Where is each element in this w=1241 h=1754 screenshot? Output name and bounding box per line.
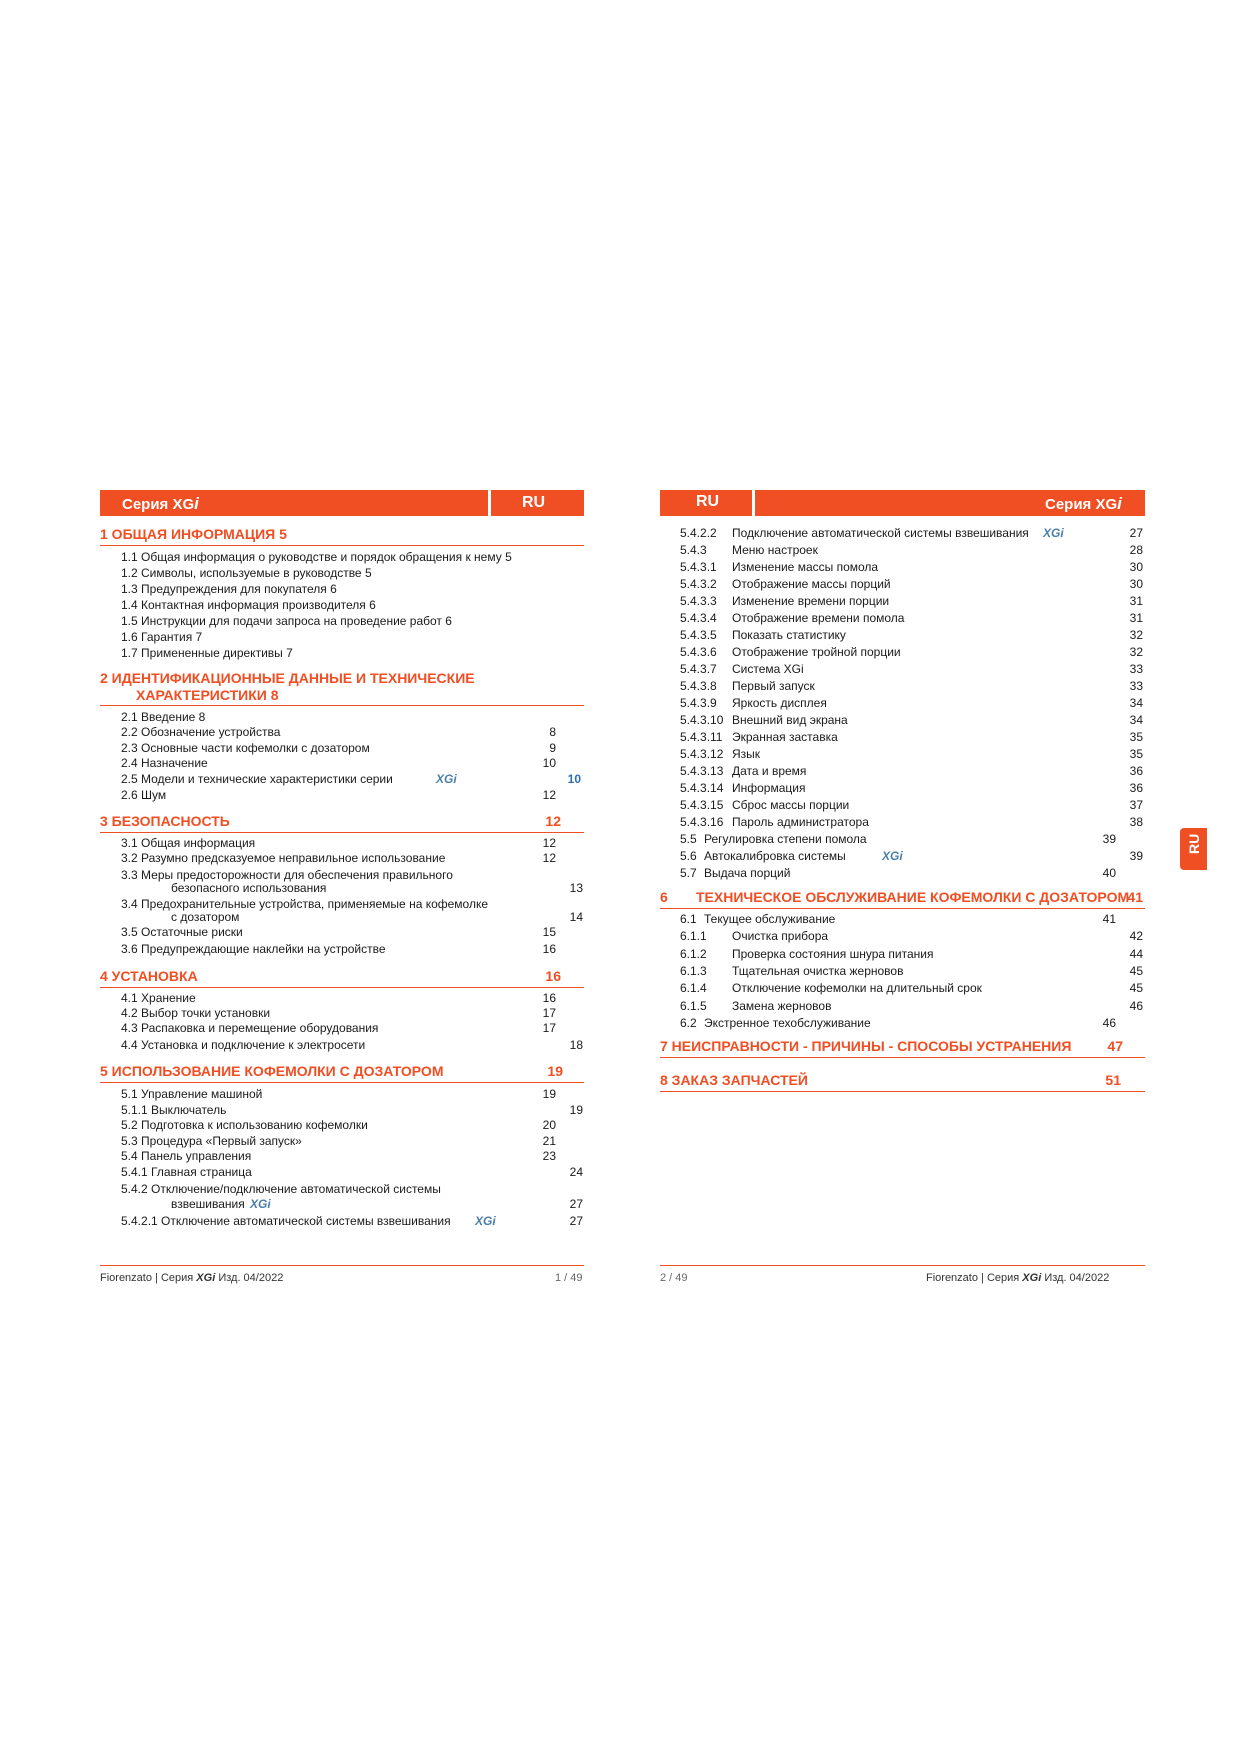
toc-page: 38 (1129, 815, 1143, 829)
toc-page: 34 (1129, 696, 1143, 710)
toc-entry[interactable]: 1.3 Предупреждения для покупателя 6 (121, 582, 337, 596)
toc-entry[interactable]: Информация (732, 781, 806, 795)
toc-entry[interactable]: 5.3 Процедура «Первый запуск» (121, 1134, 302, 1148)
section-7-page: 47 (1107, 1038, 1123, 1054)
right-header-lang: RU (696, 493, 720, 510)
toc-page: 39 (1102, 832, 1116, 846)
toc-page: 34 (1129, 713, 1143, 727)
toc-page: 23 (542, 1149, 556, 1163)
section-2-title-line1[interactable]: 2 ИДЕНТИФИКАЦИОННЫЕ ДАННЫЕ И ТЕХНИЧЕСКИЕ (100, 670, 475, 686)
section-4-rule (100, 987, 584, 988)
toc-entry[interactable]: Экранная заставка (732, 730, 838, 744)
toc-entry[interactable]: Замена жерновов (732, 998, 832, 1013)
toc-entry[interactable]: 2.6 Шум (121, 788, 167, 802)
section-5-rule (100, 1082, 584, 1083)
toc-page: 30 (1129, 560, 1143, 574)
language-side-tab[interactable] (1180, 828, 1207, 870)
toc-entry-number: 5.4.3.4 (680, 611, 717, 625)
toc-page: 37 (1129, 798, 1143, 812)
toc-entry-number: 5.4.3.2 (680, 577, 717, 591)
toc-entry-number: 5.6 (680, 849, 697, 863)
section-1-rule (100, 545, 584, 546)
section-5-page: 19 (547, 1063, 563, 1079)
section-6-rule (660, 908, 1145, 909)
right-footer-text: Fiorenzato | Серия (926, 1272, 1020, 1284)
toc-entry-number: 5.4.3.14 (680, 781, 724, 795)
toc-page: 39 (1129, 849, 1143, 863)
toc-page: 13 (569, 881, 583, 895)
toc-entry-cont[interactable]: взвешивания (171, 1197, 245, 1211)
toc-entry[interactable]: 3.5 Остаточные риски (121, 925, 243, 939)
toc-page: 31 (1129, 611, 1143, 625)
toc-page: 36 (1129, 764, 1143, 778)
toc-entry[interactable]: Изменение массы помола (732, 560, 879, 574)
toc-entry[interactable]: Яркость дисплея (732, 696, 827, 710)
toc-entry-number: 6.1.5 (680, 998, 707, 1013)
toc-page: 45 (1129, 981, 1143, 996)
toc-entry-number: 5.4.3.1 (680, 560, 717, 574)
right-footer-rule (660, 1265, 1145, 1266)
toc-entry[interactable]: Сброс массы порции (732, 798, 850, 812)
toc-page: 17 (542, 1006, 556, 1020)
toc-entry-number: 5.4.3.8 (680, 679, 717, 693)
toc-page: 27 (569, 1214, 583, 1228)
section-1-title[interactable]: 1 ОБЩАЯ ИНФОРМАЦИЯ 5 (100, 526, 287, 542)
xgi-logo-icon: XGi (1043, 526, 1064, 540)
toc-entry[interactable]: 3.3 Меры предосторожности для обеспечения правильного (121, 868, 453, 882)
toc-entry[interactable]: 1.7 Примененные директивы 7 (121, 646, 293, 660)
toc-entry-number: 6.1.1 (680, 929, 707, 944)
toc-entry[interactable]: 4.4 Установка и подключение к электросети (121, 1038, 366, 1052)
toc-entry[interactable]: 5.4.2 Отключение/подключение автоматической системы (121, 1182, 441, 1196)
toc-page: 17 (542, 1021, 556, 1035)
left-footer-text: Fiorenzato | Серия (100, 1272, 194, 1284)
toc-entry[interactable]: Система XGi (732, 662, 804, 676)
toc-page: 46 (1129, 998, 1143, 1013)
toc-entry-number: 6.1.4 (680, 981, 707, 996)
toc-entry[interactable]: Отображение времени помола (732, 611, 905, 625)
toc-page: 27 (1129, 526, 1143, 540)
side-tab-label: RU (1186, 833, 1202, 854)
toc-entry[interactable]: 4.3 Распаковка и перемещение оборудования (121, 1021, 379, 1035)
toc-page: 12 (542, 851, 556, 865)
toc-entry-number: 5.4.3 (680, 543, 707, 557)
toc-page: 15 (542, 925, 556, 939)
toc-entry[interactable]: 4.1 Хранение (121, 991, 196, 1005)
toc-entry[interactable]: 5.1 Управление машиной (121, 1087, 263, 1101)
section-6-page: 41 (1127, 889, 1143, 905)
toc-entry[interactable]: Отключение кофемолки на длительный срок (732, 981, 982, 996)
toc-page: 44 (1129, 946, 1143, 961)
right-header-bar (755, 490, 1145, 516)
toc-entry-number: 5.4.3.5 (680, 628, 717, 642)
toc-entry[interactable]: 5.4.1 Главная страница (121, 1165, 252, 1179)
toc-entry-number: 6.1 (680, 912, 697, 926)
toc-page: 42 (1129, 929, 1143, 944)
right-header-lang-bar (660, 490, 752, 516)
toc-entry-number: 5.4.3.13 (680, 764, 724, 778)
right-footer (926, 1272, 1109, 1284)
section-6-num[interactable]: 6 (660, 889, 668, 905)
toc-entry[interactable]: Текущее обслуживание (704, 912, 836, 926)
toc-page: 19 (542, 1087, 556, 1101)
right-header-series: Серия XGi (1045, 494, 1122, 513)
toc-entry-number: 5.4.3.3 (680, 594, 717, 608)
toc-entry[interactable]: 3.6 Предупреждающие наклейки на устройстве (121, 942, 386, 956)
section-8-title[interactable]: 8 ЗАКАЗ ЗАПЧАСТЕЙ (660, 1072, 808, 1088)
left-footer-rule (100, 1265, 584, 1266)
toc-page: 35 (1129, 730, 1143, 744)
toc-page: 12 (542, 788, 556, 802)
toc-page: 41 (1102, 912, 1116, 926)
toc-entry-number: 5.4.3.7 (680, 662, 717, 676)
section-3-title[interactable]: 3 БЕЗОПАСНОСТЬ (100, 813, 230, 829)
section-8-page: 51 (1105, 1072, 1121, 1088)
toc-entry-cont[interactable]: безопасного использования (171, 881, 327, 895)
toc-page: 14 (569, 910, 583, 924)
section-8-rule (660, 1091, 1145, 1092)
xgi-logo-icon: XGi (436, 772, 457, 786)
toc-entry[interactable]: 3.4 Предохранительные устройства, применяемые на кофемолке (121, 897, 489, 911)
section-4-title[interactable]: 4 УСТАНОВКА (100, 968, 198, 984)
toc-page: 30 (1129, 577, 1143, 591)
section-2-rule (100, 705, 584, 706)
toc-entry[interactable]: Тщательная очистка жерновов (732, 963, 904, 978)
toc-entry-number: 5.4.3.10 (680, 713, 724, 727)
toc-page: 28 (1129, 543, 1143, 557)
toc-entry[interactable]: 4.2 Выбор точки установки (121, 1006, 271, 1020)
left-footer-xgi: XGi (196, 1272, 216, 1284)
toc-entry[interactable]: 1.2 Символы, используемые в руководстве 5 (121, 566, 372, 580)
toc-page: 10 (542, 756, 556, 770)
toc-entry[interactable]: 5.4 Панель управления (121, 1149, 252, 1163)
toc-entry[interactable]: Внешний вид экрана (732, 713, 848, 727)
toc-page: 19 (569, 1103, 583, 1117)
toc-entry-number: 5.4.3.12 (680, 747, 724, 761)
toc-page: 33 (1129, 679, 1143, 693)
xgi-logo-icon: XGi (475, 1214, 496, 1228)
toc-entry-number: 6.2 (680, 1015, 697, 1030)
toc-page: 36 (1129, 781, 1143, 795)
toc-entry[interactable]: 3.1 Общая информация (121, 836, 256, 850)
toc-page: 46 (1102, 1015, 1116, 1030)
toc-entry-number: 5.4.3.11 (680, 730, 723, 744)
toc-entry-cont[interactable]: с дозатором (171, 910, 240, 924)
right-footer-edition: Изд. 04/2022 (1044, 1272, 1110, 1284)
toc-page: 33 (1129, 662, 1143, 676)
toc-entry[interactable]: Автокалибровка системы (704, 849, 846, 863)
toc-page: 40 (1102, 866, 1116, 880)
toc-page: 8 (549, 725, 556, 739)
toc-entry[interactable]: 5.4.2.1 Отключение автоматической системы взвешивания (121, 1214, 451, 1228)
toc-entry-number: 5.4.3.6 (680, 645, 717, 659)
toc-entry[interactable]: Язык (732, 747, 761, 761)
toc-entry-number: 5.5 (680, 832, 697, 846)
left-page-number: 1 / 49 (555, 1272, 583, 1284)
toc-entry[interactable]: 2.1 Введение 8 (121, 710, 206, 724)
toc-entry[interactable]: Подключение автоматической системы взвешивания (732, 526, 1029, 540)
toc-entry[interactable]: Экстренное техобслуживание (704, 1015, 871, 1030)
toc-page: 32 (1129, 628, 1143, 642)
xgi-logo-icon: XGi (882, 849, 903, 863)
toc-entry-number: 5.4.3.15 (680, 798, 724, 812)
toc-page: 45 (1129, 963, 1143, 978)
toc-entry[interactable]: Дата и время (732, 764, 807, 778)
left-header-series: Серия XGi (122, 494, 199, 513)
toc-page: 20 (542, 1118, 556, 1132)
toc-entry[interactable]: 3.2 Разумно предсказуемое неправильное использование (121, 851, 446, 865)
section-3-page: 12 (545, 813, 561, 829)
toc-page: 18 (569, 1038, 583, 1052)
toc-page: 16 (542, 942, 556, 956)
toc-entry[interactable]: 1.1 Общая информация о руководстве и порядок обращения к нему 5 (121, 550, 512, 564)
toc-page: 31 (1129, 594, 1143, 608)
toc-entry[interactable]: 1.5 Инструкции для подачи запроса на проведение работ 6 (121, 614, 452, 628)
section-6-title[interactable]: ТЕХНИЧЕСКОЕ ОБСЛУЖИВАНИЕ КОФЕМОЛКИ С ДОЗАТОРОМ (696, 889, 1130, 905)
right-footer-xgi: XGi (1022, 1272, 1042, 1284)
left-header-lang-bar (491, 490, 584, 516)
toc-entry[interactable]: Показать статистику (732, 628, 846, 642)
toc-entry-number: 5.4.2.2 (680, 526, 717, 540)
toc-entry[interactable]: Изменение времени порции (732, 594, 890, 608)
toc-page: 10 (567, 772, 581, 786)
toc-entry[interactable]: Выдача порций (704, 866, 791, 880)
toc-entry[interactable]: Очистка прибора (732, 929, 829, 944)
right-page-number: 2 / 49 (660, 1272, 688, 1284)
section-4-page: 16 (545, 968, 561, 984)
toc-page: 9 (549, 741, 556, 755)
toc-entry[interactable]: Проверка состояния шнура питания (732, 946, 934, 961)
xgi-logo-icon: XGi (250, 1197, 271, 1211)
toc-entry[interactable]: Регулировка степени помола (704, 832, 867, 846)
section-7-rule (660, 1057, 1145, 1058)
section-3-rule (100, 832, 584, 833)
left-header-lang: RU (522, 494, 546, 511)
toc-entry-number: 5.4.3.9 (680, 696, 717, 710)
toc-page: 27 (569, 1197, 583, 1211)
toc-entry[interactable]: 2.5 Модели и технические характеристики серии (121, 772, 393, 786)
toc-page: 32 (1129, 645, 1143, 659)
toc-entry[interactable]: Отображение тройной порции (732, 645, 901, 659)
toc-entry[interactable]: Отображение массы порций (732, 577, 891, 591)
section-5-title[interactable]: 5 ИСПОЛЬЗОВАНИЕ КОФЕМОЛКИ С ДОЗАТОРОМ (100, 1063, 444, 1079)
toc-entry[interactable]: 1.6 Гарантия 7 (121, 630, 203, 644)
toc-page: 35 (1129, 747, 1143, 761)
left-footer-edition: Изд. 04/2022 (218, 1272, 284, 1284)
toc-page: 16 (542, 991, 556, 1005)
toc-entry[interactable]: 2.3 Основные части кофемолки с дозатором (121, 741, 370, 755)
toc-entry[interactable]: Первый запуск (732, 679, 815, 693)
toc-page: 12 (542, 836, 556, 850)
toc-entry[interactable]: Меню настроек (732, 543, 818, 557)
toc-entry-number: 5.7 (680, 866, 697, 880)
toc-page: 24 (569, 1165, 583, 1179)
toc-entry[interactable]: 5.2 Подготовка к использованию кофемолки (121, 1118, 368, 1132)
section-7-title[interactable]: 7 НЕИСПРАВНОСТИ - ПРИЧИНЫ - СПОСОБЫ УСТРАНЕНИЯ (660, 1038, 1072, 1054)
section-2-title-line2[interactable]: ХАРАКТЕРИСТИКИ 8 (136, 687, 279, 703)
toc-page: 21 (542, 1134, 556, 1148)
toc-entry-number: 6.1.3 (680, 963, 707, 978)
toc-entry[interactable]: 2.4 Назначение (121, 756, 208, 770)
toc-entry[interactable]: 1.4 Контактная информация производителя 6 (121, 598, 376, 612)
toc-entry-number: 6.1.2 (680, 946, 707, 961)
toc-entry[interactable]: Пароль администратора (732, 815, 869, 829)
toc-entry-number: 5.4.3.16 (680, 815, 724, 829)
left-footer (100, 1272, 283, 1284)
toc-entry[interactable]: 2.2 Обозначение устройства (121, 725, 281, 739)
toc-entry[interactable]: 5.1.1 Выключатель (121, 1103, 227, 1117)
